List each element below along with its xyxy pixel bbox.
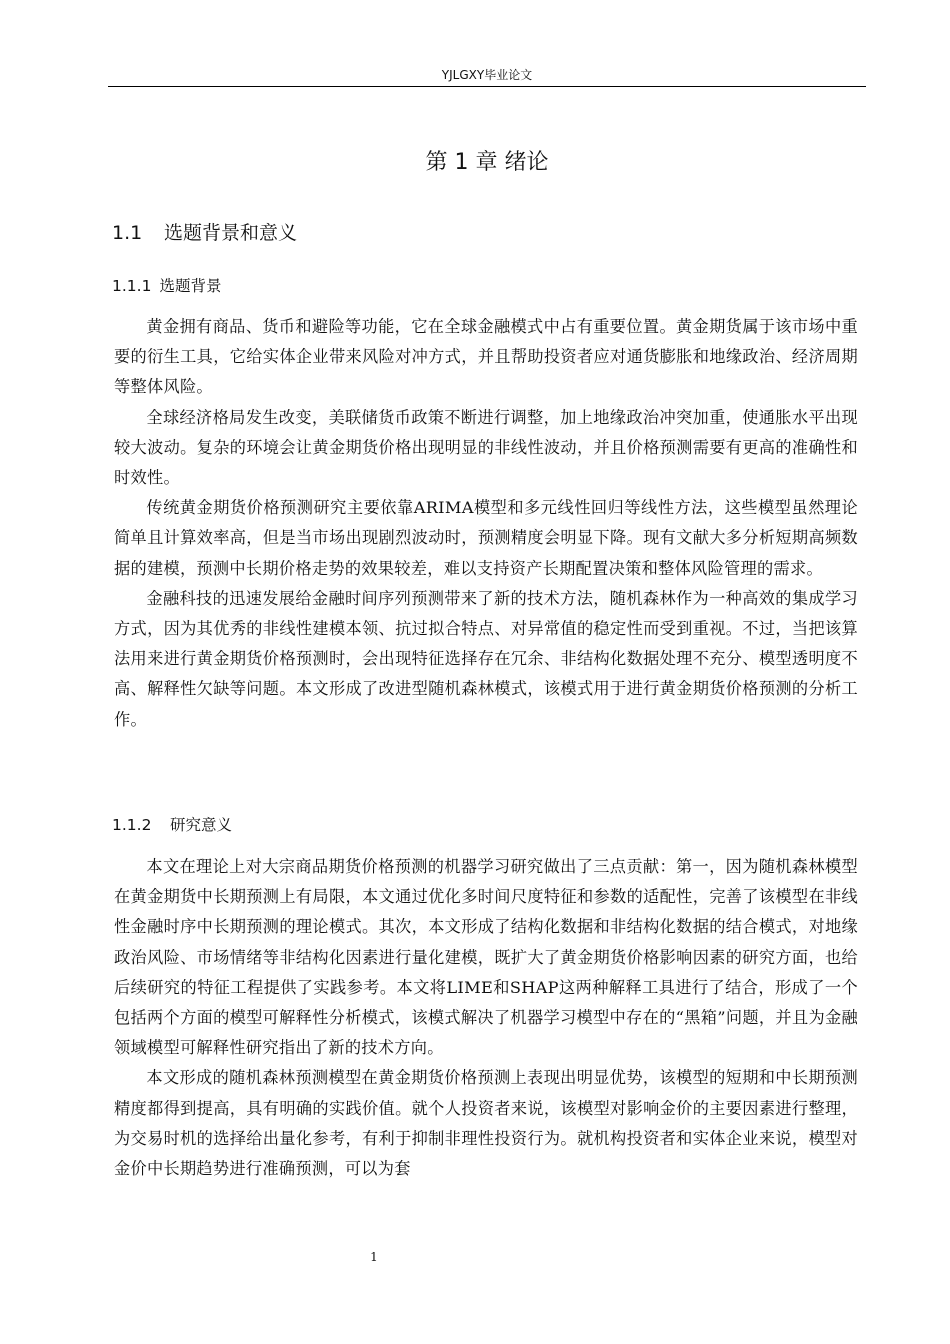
section-number: 1.1 bbox=[112, 222, 143, 244]
section-title: 选题背景和意义 bbox=[164, 222, 298, 244]
paragraph: 黄金拥有商品、货币和避险等功能，它在全球金融模式中占有重要位置。黄金期货属于该市场中重要的衍生工具，它给实体企业带来风险对冲方式，并且帮助投资者应对通货膨胀和地缘政治、经济周期等整体风险。 bbox=[114, 317, 858, 397]
body-text-background bbox=[114, 312, 858, 735]
paragraph: 本文在理论上对大宗商品期货价格预测的机器学习研究做出了三点贡献：第一，因为随机森林模型在黄金期货中长期预测上有局限，本文通过优化多时间尺度特征和参数的适配性，完善了该模型在非线性金融时序中长期预测的理论模式。其次，本文形成了结构化数据和非结构化数据的结合模式，对地缘政治风险、市场情绪等非结构化因素进行量化建模，既扩大了黄金期货价格影响因素的研究方面，也给后续研究的特征工程提供了实践参考。本文将LIME和SHAP这两种解释工具进行了结合，形成了一个包括两个方面的模型可解释性分析模式，该模式解决了机器学习模型中存在的“黑箱”问题，并且为金融领域模型可解释性研究指出了新的技术方向。 bbox=[114, 857, 858, 1058]
body-text-significance bbox=[114, 852, 858, 1184]
section-heading bbox=[112, 219, 297, 247]
paragraph: 本文形成的随机森林预测模型在黄金期货价格预测上表现出明显优势，该模型的短期和中长期预测精度都得到提高，具有明确的实践价值。就个人投资者来说，该模型对影响金价的主要因素进行整理，为交易时机的选择给出量化参考，有利于抑制非理性投资行为。就机构投资者和实体企业来说，模型对金价中长期趋势进行准确预测，可以为套 bbox=[114, 1068, 858, 1179]
paragraph: 传统黄金期货价格预测研究主要依靠ARIMA模型和多元线性回归等线性方法，这些模型虽然理论简单且计算效率高，但是当市场出现剧烈波动时，预测精度会明显下降。现有文献大多分析短期高频数据的建模，预测中长期价格走势的效果较差，难以支持资产长期配置决策和整体风险管理的需求。 bbox=[114, 498, 858, 578]
subsection-number: 1.1.2 bbox=[112, 816, 152, 834]
paragraph: 全球经济格局发生改变，美联储货币政策不断进行调整，加上地缘政治冲突加重，使通胀水平出现较大波动。复杂的环境会让黄金期货价格出现明显的非线性波动，并且价格预测需要有更高的准确性和时效性。 bbox=[114, 407, 858, 488]
subsection-heading-background bbox=[112, 275, 221, 297]
subsection-heading-significance bbox=[112, 814, 232, 836]
header-rule bbox=[108, 86, 866, 87]
subsection-number: 1.1.1 bbox=[112, 277, 152, 295]
subsection-title: 选题背景 bbox=[159, 277, 222, 295]
chapter-title: 第 1 章 绪论 bbox=[425, 150, 549, 175]
running-header: YJLGXY毕业论文 bbox=[441, 68, 533, 82]
subsection-title: 研究意义 bbox=[170, 816, 233, 834]
paragraph: 金融科技的迅速发展给金融时间序列预测带来了新的技术方法，随机森林作为一种高效的集成学习方式，因为其优秀的非线性建模本领、抗过拟合特点、对异常值的稳定性而受到重视。不过，当把该算法用来进行黄金期货价格预测时，会出现特征选择存在冗余、非结构化数据处理不充分、模型透明度不高、解释性欠缺等问题。本文形成了改进型随机森林模式，该模式用于进行黄金期货价格预测的分析工作。 bbox=[114, 588, 858, 729]
page-number: 1 bbox=[370, 1250, 378, 1264]
